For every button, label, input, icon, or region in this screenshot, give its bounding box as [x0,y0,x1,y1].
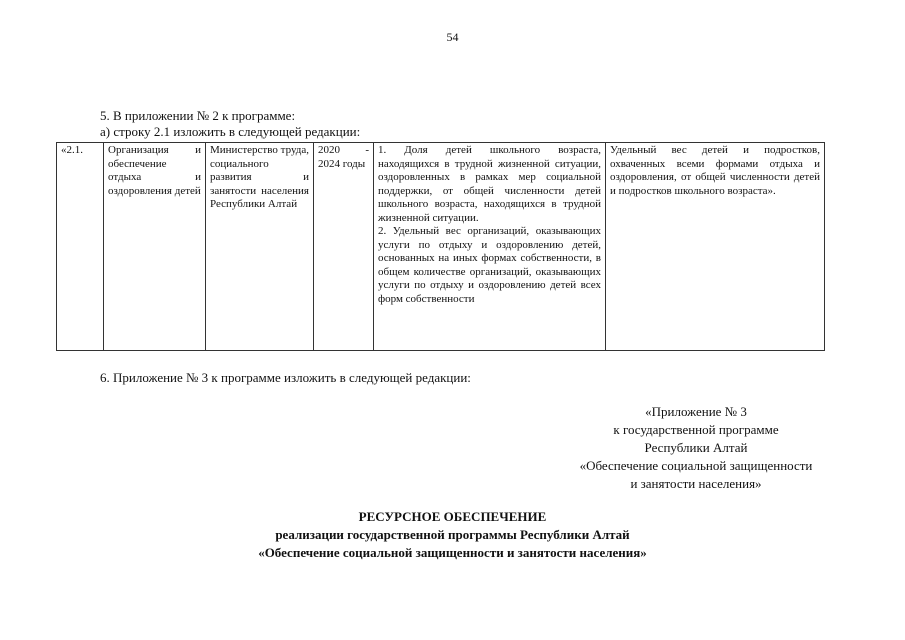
appendix-line: к государственной программе [613,422,779,437]
appendix-line: «Обеспечение социальной защищенности [579,458,813,473]
resource-heading-title: РЕСУРСНОЕ ОБЕСПЕЧЕНИЕ [358,509,547,524]
appendix-line: Республики Алтай [644,440,748,455]
table-row [57,143,825,351]
indicator-item-1: 1. Доля детей школьного возраста, находящихся в трудной жизненной ситуации, оздоровленных в рамках мер социальной поддержки, от общей численности детей школьного возраста, находящихся в трудной жизненной ситуации. [378,144,601,224]
section-6-instruction: 6. Приложение № 3 к программе изложить в следующей редакции: [100,370,471,385]
row-number-cell: «2.1. [57,143,104,351]
target-indicator-cell: Удельный вес детей и подростков, охваченных всеми формами отдыха и оздоровления, от общей численности детей и подростков школьного возраста». [606,143,825,351]
resource-heading-program: «Обеспечение социальной защищенности и занятости населения» [258,545,647,560]
section-5-intro: 5. В приложении № 2 к программе: [100,108,296,123]
period-cell: 2020 - 2024 годы [314,143,374,351]
indicators-cell [374,143,606,351]
appendix-line: «Приложение № 3 [645,404,747,419]
section-5a-instruction: а) строку 2.1 изложить в следующей редакции: [100,124,361,139]
measure-name-cell: Организация и обеспечение отдыха и оздоровления детей [104,143,206,351]
indicator-item-2: 2. Удельный вес организаций, оказывающих услуги по отдыху и оздоровлению детей, основанных на иных формах собственности, в общем количестве организаций, оказывающих услуги по отдыху и оздоровлению детей всех форм собственности [378,225,601,305]
amendment-table [56,142,825,351]
appendix-header-block [556,403,836,493]
appendix-line: и занятости населения» [630,476,762,491]
responsible-executor-cell: Министерство труда, социального развития и занятости населения Республики Алтай [206,143,314,351]
page-number: 54 [446,30,459,44]
resource-heading-subtitle: реализации государственной программы Республики Алтай [275,527,630,542]
